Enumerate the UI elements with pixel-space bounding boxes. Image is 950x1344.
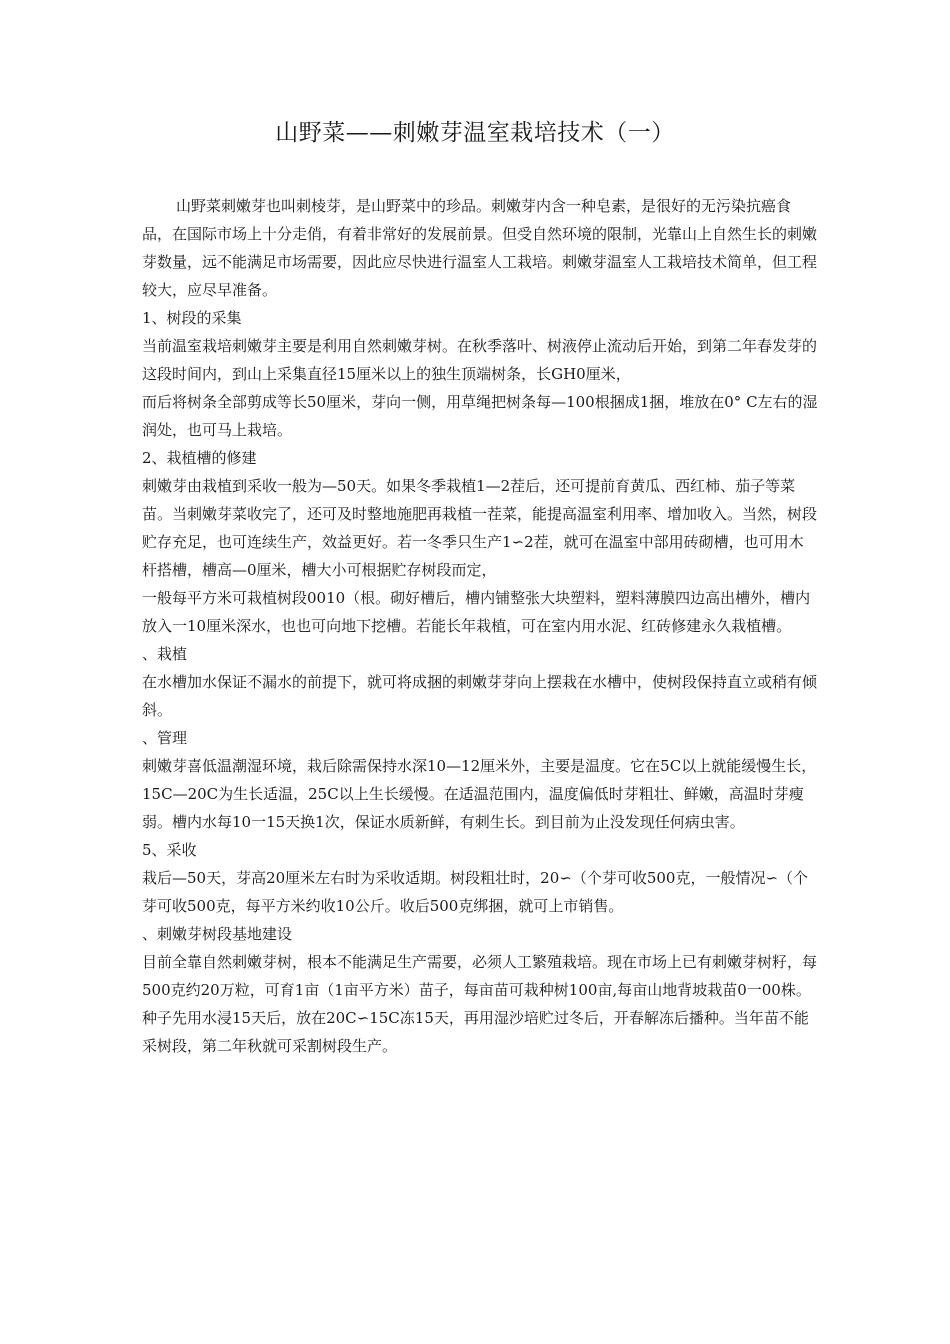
section-2-paragraph-2: 一般每平方米可栽植树段0010（根。砌好槽后，槽内铺整张大块塑料，塑料薄膜四边高出槽外，槽内放入一10厘米深水，也也可向地下挖槽。若能长年栽植，可在室内用水泥、红砖修建永久栽植槽。 bbox=[142, 589, 811, 635]
section-heading-1: 1、树段的采集 bbox=[142, 309, 242, 327]
document-body bbox=[142, 192, 818, 1060]
section-heading-4: 、管理 bbox=[142, 729, 188, 747]
intro-paragraph: 山野菜刺嫩芽也叫刺棱芽，是山野菜中的珍品。刺嫩芽内含一种皂素，是很好的无污染抗癌食品，在国际市场上十分走俏，有着非常好的发展前景。但受自然环境的限制，光靠山上自然生长的刺嫩芽数量，远不能满足市场需要，因此应尽快进行温室人工栽培。刺嫩芽温室人工栽培技术简单，但工程较大，应尽早准备。 bbox=[142, 197, 818, 299]
section-3-paragraph-1: 在水槽加水保证不漏水的前提下，就可将成捆的刺嫩芽芽向上摆栽在水槽中，使树段保持直立或稍有倾斜。 bbox=[142, 673, 818, 719]
section-1-paragraph-2: 而后将树条全部剪成等长50厘米，芽向一侧，用草绳把树条每—100根捆成1捆，堆放在0° C左右的湿润处，也可马上栽培。 bbox=[142, 393, 818, 439]
section-2-paragraph-1: 刺嫩芽由栽植到采收一般为—50天。如果冬季栽植1—2茬后，还可提前育黄瓜、西红柿、茄子等菜苗。当刺嫩芽菜收完了，还可及时整地施肥再栽植一茬菜，能提高温室利用率、增加收入。当然，树段贮存充足，也可连续生产，效益更好。若一冬季只生产1∽2茬，就可在温室中部用砖砌槽，也可用木杆搭槽，槽高—0厘米，槽大小可根据贮存树段而定， bbox=[142, 477, 818, 579]
section-heading-6: 、刺嫩芽树段基地建设 bbox=[142, 925, 293, 943]
section-6-paragraph-1: 目前全靠自然刺嫩芽树，根本不能满足生产需要，必须人工繁殖栽培。现在市场上已有刺嫩芽树籽，每500克约20万粒，可育1亩（1亩平方米）苗子，每亩苗可栽种树100亩,每亩山地背坡栽苗0一00株。种子先用水浸15天后，放在20C∽15C冻15天，再用湿沙培贮过冬后，开春解冻后播种。当年苗不能采树段，第二年秋就可采割树段生产。 bbox=[142, 953, 818, 1055]
document-title: 山野菜——刺嫩芽温室栽培技术（一） bbox=[275, 120, 675, 146]
section-5-paragraph-1: 栽后—50天，芽高20厘米左右时为采收适期。树段粗壮时，20∽（个芽可收500克，一般情况∽（个芽可收500克，每平方米约收10公斤。收后500克绑捆，就可上市销售。 bbox=[142, 869, 809, 915]
section-4-paragraph-1: 刺嫩芽喜低温潮湿环境，栽后除需保持水深10—12厘米外，主要是温度。它在5C以上就能缓慢生长，15C—20C为生长适温，25C以上生长缓慢。在适温范围内，温度偏低时芽粗壮、鲜嫩，高温时芽瘦弱。槽内水每10一15天换1次，保证水质新鲜，有刺生长。到目前为止没发现任何病虫害。 bbox=[142, 757, 817, 831]
section-1-paragraph-1: 当前温室栽培刺嫩芽主要是利用自然刺嫩芽树。在秋季落叶、树液停止流动后开始，到第二年春发芽的这段时间内，到山上采集直径15厘米以上的独生顶端树条，长GH0厘米， bbox=[142, 337, 818, 383]
section-heading-5: 5、采收 bbox=[142, 841, 197, 859]
section-heading-2: 2、栽植槽的修建 bbox=[142, 449, 257, 467]
section-heading-3: 、栽植 bbox=[142, 645, 188, 663]
